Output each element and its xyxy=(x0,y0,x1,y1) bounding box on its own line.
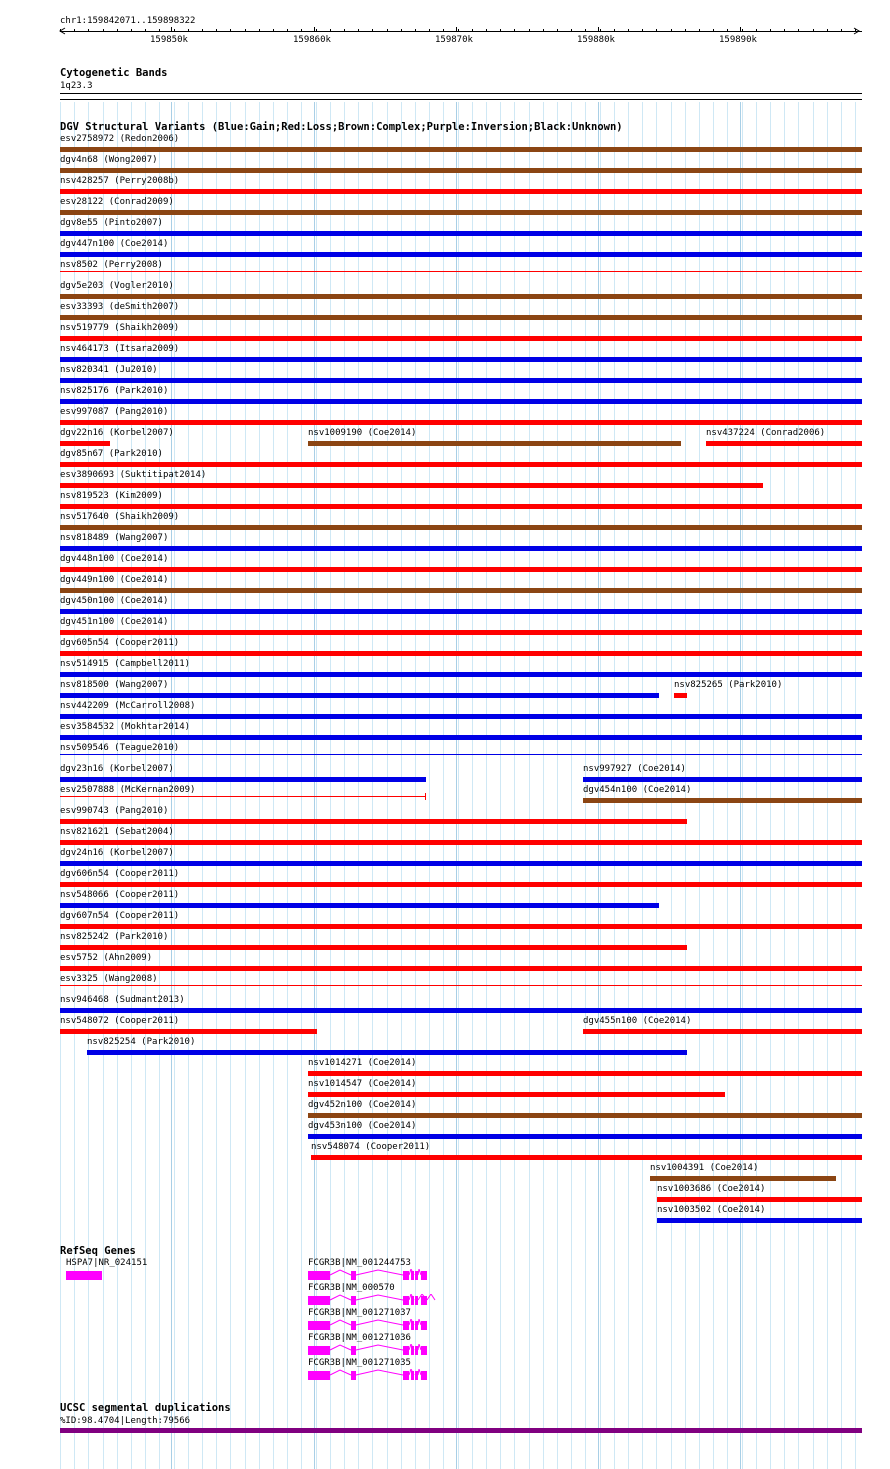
variant-bar[interactable] xyxy=(60,147,862,152)
gene-model[interactable] xyxy=(308,1369,448,1383)
ruler-minor-tick xyxy=(514,29,515,32)
ruler-minor-tick xyxy=(500,29,501,32)
variant-bar[interactable] xyxy=(60,1029,317,1034)
variant-label: nsv818500 (Wang2007) xyxy=(60,680,169,690)
gene-model[interactable] xyxy=(308,1269,448,1283)
variant-label: nsv825242 (Park2010) xyxy=(60,932,169,942)
variant-label: esv2507888 (McKernan2009) xyxy=(60,785,196,795)
variant-bar[interactable] xyxy=(583,777,862,782)
ruler-minor-tick xyxy=(358,29,359,32)
variant-bar[interactable] xyxy=(308,1071,862,1076)
cytoband-line-top xyxy=(60,93,862,94)
variant-label: esv3325 (Wang2008) xyxy=(60,974,158,984)
variant-bar[interactable] xyxy=(60,945,687,950)
variant-label: dgv606n54 (Cooper2011) xyxy=(60,869,180,879)
ruler-minor-tick xyxy=(770,29,771,32)
variant-label: dgv452n100 (Coe2014) xyxy=(308,1100,417,1110)
ruler-minor-tick xyxy=(614,29,615,32)
variant-bar[interactable] xyxy=(60,924,862,929)
gene-label: FCGR3B|NM_000570 xyxy=(308,1283,395,1293)
variant-label: dgv8e55 (Pinto2007) xyxy=(60,218,163,228)
variant-label: nsv548072 (Cooper2011) xyxy=(60,1016,180,1026)
variant-bar[interactable] xyxy=(650,1176,836,1181)
variant-label: esv5752 (Ahn2009) xyxy=(60,953,153,963)
variant-label: dgv455n100 (Coe2014) xyxy=(583,1016,692,1026)
ruler-minor-tick xyxy=(216,29,217,32)
variant-bar[interactable] xyxy=(60,399,862,404)
variant-bar[interactable] xyxy=(60,861,862,866)
variant-label: esv28122 (Conrad2009) xyxy=(60,197,174,207)
gene-label: FCGR3B|NM_001271037 xyxy=(308,1308,411,1318)
ruler-minor-tick xyxy=(529,29,530,32)
ruler-minor-tick xyxy=(713,29,714,32)
variant-label: dgv85n67 (Park2010) xyxy=(60,449,163,459)
variant-bar[interactable] xyxy=(60,315,862,320)
variant-label: nsv437224 (Conrad2006) xyxy=(706,428,826,438)
variant-label: nsv514915 (Campbell2011) xyxy=(60,659,191,669)
variant-bar[interactable] xyxy=(60,231,862,236)
variant-label: nsv8502 (Perry2008) xyxy=(60,260,163,270)
variant-bar[interactable] xyxy=(60,252,862,257)
variant-label: esv33393 (deSmith2007) xyxy=(60,302,180,312)
ruler-minor-tick xyxy=(273,29,274,32)
variant-label: nsv825176 (Park2010) xyxy=(60,386,169,396)
refseq-title: RefSeq Genes xyxy=(60,1245,136,1257)
variant-label: dgv4n68 (Wong2007) xyxy=(60,155,158,165)
variant-bar[interactable] xyxy=(60,504,862,509)
ruler-minor-tick xyxy=(131,29,132,32)
ruler-minor-tick xyxy=(756,29,757,32)
segdup-feature[interactable] xyxy=(60,1428,862,1433)
variant-label: dgv447n100 (Coe2014) xyxy=(60,239,169,249)
variant-bar[interactable] xyxy=(60,966,862,971)
variant-bar[interactable] xyxy=(583,1029,862,1034)
cytoband-label: 1q23.3 xyxy=(60,81,93,91)
ruler-minor-tick xyxy=(316,29,317,32)
ruler-minor-tick xyxy=(387,29,388,32)
variant-label: esv997087 (Pang2010) xyxy=(60,407,169,417)
variant-label: dgv448n100 (Coe2014) xyxy=(60,554,169,564)
variant-bar[interactable] xyxy=(308,1113,862,1118)
ruler-minor-tick xyxy=(174,29,175,32)
ruler-minor-tick xyxy=(727,29,728,32)
ruler-minor-tick xyxy=(685,29,686,32)
variant-label: nsv820341 (Ju2010) xyxy=(60,365,158,375)
variant-bar[interactable] xyxy=(60,985,862,986)
variant-label: nsv509546 (Teague2010) xyxy=(60,743,180,753)
variant-bar[interactable] xyxy=(60,777,426,782)
variant-bar[interactable] xyxy=(60,210,862,215)
gene-model[interactable] xyxy=(308,1294,448,1308)
ruler-tick-mark xyxy=(598,27,599,32)
variant-label: nsv464173 (Itsara2009) xyxy=(60,344,180,354)
ruler-minor-tick xyxy=(60,29,61,32)
cytoband-line-bottom xyxy=(60,99,862,100)
ruler-minor-tick xyxy=(784,29,785,32)
ruler-minor-tick xyxy=(443,29,444,32)
variant-label: dgv5e203 (Vogler2010) xyxy=(60,281,174,291)
variant-label: nsv1014547 (Coe2014) xyxy=(308,1079,417,1089)
ruler-minor-tick xyxy=(429,29,430,32)
ruler-minor-tick xyxy=(600,29,601,32)
variant-label: dgv605n54 (Cooper2011) xyxy=(60,638,180,648)
gene-model[interactable] xyxy=(308,1319,448,1333)
ruler-minor-tick xyxy=(472,29,473,32)
ruler-minor-tick xyxy=(145,29,146,32)
variant-bar[interactable] xyxy=(657,1197,862,1202)
variant-bar[interactable] xyxy=(60,754,862,755)
variant-bar[interactable] xyxy=(308,1092,725,1097)
variant-bar[interactable] xyxy=(60,840,862,845)
ruler-minor-tick xyxy=(330,29,331,32)
ruler-minor-tick xyxy=(159,29,160,32)
variant-label: dgv23n16 (Korbel2007) xyxy=(60,764,174,774)
variant-label: nsv1004391 (Coe2014) xyxy=(650,1163,759,1173)
ruler-minor-tick xyxy=(245,29,246,32)
variant-bar[interactable] xyxy=(60,336,862,341)
variant-label: nsv1003502 (Coe2014) xyxy=(657,1205,766,1215)
variant-bar[interactable] xyxy=(60,567,862,572)
ruler-minor-tick xyxy=(742,29,743,32)
variant-bar[interactable] xyxy=(60,294,862,299)
variant-bar[interactable] xyxy=(60,672,862,677)
ruler-tick-mark xyxy=(314,27,315,32)
variant-label: dgv450n100 (Coe2014) xyxy=(60,596,169,606)
variant-bar[interactable] xyxy=(60,420,862,425)
variant-bar[interactable] xyxy=(706,441,862,446)
variant-label: dgv24n16 (Korbel2007) xyxy=(60,848,174,858)
ruler-minor-tick xyxy=(74,29,75,32)
variant-label: nsv997927 (Coe2014) xyxy=(583,764,686,774)
variant-bar[interactable] xyxy=(60,271,862,272)
ruler-minor-tick xyxy=(642,29,643,32)
variant-label: esv3890693 (Suktitipat2014) xyxy=(60,470,207,480)
ruler-minor-tick xyxy=(188,29,189,32)
variant-bar[interactable] xyxy=(674,693,687,698)
ruler-tick-label: 159890k xyxy=(719,35,757,45)
variant-bar[interactable] xyxy=(60,168,862,173)
variant-bar[interactable] xyxy=(87,1050,687,1055)
variant-bar[interactable] xyxy=(308,441,681,446)
ruler-minor-tick xyxy=(543,29,544,32)
variant-bar[interactable] xyxy=(60,693,659,698)
ruler-minor-tick xyxy=(841,29,842,32)
variant-label: esv3584532 (Mokhtar2014) xyxy=(60,722,191,732)
variant-bar[interactable] xyxy=(60,796,426,797)
ruler-minor-tick xyxy=(344,29,345,32)
variant-label: nsv519779 (Shaikh2009) xyxy=(60,323,180,333)
ruler-minor-tick xyxy=(259,29,260,32)
variant-label: nsv548074 (Cooper2011) xyxy=(311,1142,431,1152)
ruler-minor-tick xyxy=(486,29,487,32)
variant-label: esv990743 (Pang2010) xyxy=(60,806,169,816)
variant-label: esv2758972 (Redon2006) xyxy=(60,134,180,144)
variant-label: nsv821621 (Sebat2004) xyxy=(60,827,174,837)
variant-bar[interactable] xyxy=(583,798,862,803)
variant-bar[interactable] xyxy=(60,546,862,551)
variant-bar[interactable] xyxy=(60,819,687,824)
variant-end-cap xyxy=(425,793,426,800)
ruler-minor-tick xyxy=(202,29,203,32)
ruler-minor-tick xyxy=(287,29,288,32)
variant-label: nsv1009190 (Coe2014) xyxy=(308,428,417,438)
gene-model[interactable] xyxy=(66,1269,206,1283)
ruler-minor-tick xyxy=(671,29,672,32)
variant-bar[interactable] xyxy=(60,378,862,383)
variant-bar[interactable] xyxy=(311,1155,862,1160)
variant-label: nsv428257 (Perry2008b) xyxy=(60,176,180,186)
variant-bar[interactable] xyxy=(60,588,862,593)
ruler-minor-tick xyxy=(855,29,856,32)
variant-bar[interactable] xyxy=(60,357,862,362)
variant-label: nsv1014271 (Coe2014) xyxy=(308,1058,417,1068)
variant-label: nsv818489 (Wang2007) xyxy=(60,533,169,543)
variant-bar[interactable] xyxy=(60,483,763,488)
variant-bar[interactable] xyxy=(60,903,659,908)
ruler-minor-tick xyxy=(813,29,814,32)
variant-label: nsv548066 (Cooper2011) xyxy=(60,890,180,900)
ruler-tick-mark xyxy=(456,27,457,32)
ruler-tick-mark xyxy=(740,27,741,32)
segdup-title: UCSC segmental duplications xyxy=(60,1402,231,1414)
variant-bar[interactable] xyxy=(60,651,862,656)
ruler-minor-tick xyxy=(415,29,416,32)
ruler-minor-tick xyxy=(117,29,118,32)
ruler-minor-tick xyxy=(699,29,700,32)
variant-bar[interactable] xyxy=(60,525,862,530)
ruler-tick-mark xyxy=(171,27,172,32)
cytoband-title: Cytogenetic Bands xyxy=(60,67,168,79)
dgv-title: DGV Structural Variants (Blue:Gain;Red:Loss;Brown:Complex;Purple:Inversion;Black:Unknown) xyxy=(60,121,623,133)
variant-label: nsv1003686 (Coe2014) xyxy=(657,1184,766,1194)
variant-bar[interactable] xyxy=(60,714,862,719)
variant-bar[interactable] xyxy=(60,630,862,635)
ruler-minor-tick xyxy=(571,29,572,32)
ruler-minor-tick xyxy=(301,29,302,32)
ruler-minor-tick xyxy=(372,29,373,32)
gene-label: FCGR3B|NM_001271036 xyxy=(308,1333,411,1343)
variant-label: dgv449n100 (Coe2014) xyxy=(60,575,169,585)
gene-label: FCGR3B|NM_001271035 xyxy=(308,1358,411,1368)
ruler-minor-tick xyxy=(656,29,657,32)
variant-label: nsv825254 (Park2010) xyxy=(87,1037,196,1047)
ruler-minor-tick xyxy=(827,29,828,32)
variant-label: dgv22n16 (Korbel2007) xyxy=(60,428,174,438)
variant-label: nsv825265 (Park2010) xyxy=(674,680,783,690)
ruler-minor-tick xyxy=(230,29,231,32)
variant-bar[interactable] xyxy=(60,735,862,740)
ruler-tick-label: 159870k xyxy=(435,35,473,45)
variant-bar[interactable] xyxy=(308,1134,862,1139)
ruler-minor-tick xyxy=(88,29,89,32)
ruler-tick-label: 159880k xyxy=(577,35,615,45)
variant-label: dgv454n100 (Coe2014) xyxy=(583,785,692,795)
variant-label: dgv453n100 (Coe2014) xyxy=(308,1121,417,1131)
ruler-minor-tick xyxy=(798,29,799,32)
position-label: chr1:159842071..159898322 xyxy=(60,16,196,26)
ruler-tick-label: 159850k xyxy=(150,35,188,45)
segdup-label: %ID:98.4704|Length:79566 xyxy=(60,1416,191,1426)
variant-label: nsv946468 (Sudmant2013) xyxy=(60,995,185,1005)
variant-bar[interactable] xyxy=(60,1008,862,1013)
variant-bar[interactable] xyxy=(60,882,862,887)
variant-bar[interactable] xyxy=(60,189,862,194)
ruler-minor-tick xyxy=(103,29,104,32)
variant-bar[interactable] xyxy=(60,441,110,446)
gene-label: HSPA7|NR_024151 xyxy=(66,1258,148,1268)
ruler-minor-tick xyxy=(557,29,558,32)
ruler-tick-label: 159860k xyxy=(293,35,331,45)
variant-bar[interactable] xyxy=(60,462,862,467)
gene-model[interactable] xyxy=(308,1344,448,1358)
gene-label: FCGR3B|NM_001244753 xyxy=(308,1258,411,1268)
ruler-minor-tick xyxy=(401,29,402,32)
variant-label: dgv451n100 (Coe2014) xyxy=(60,617,169,627)
variant-label: dgv607n54 (Cooper2011) xyxy=(60,911,180,921)
variant-label: nsv517640 (Shaikh2009) xyxy=(60,512,180,522)
variant-bar[interactable] xyxy=(657,1218,862,1223)
variant-label: nsv442209 (McCarroll2008) xyxy=(60,701,196,711)
variant-bar[interactable] xyxy=(60,609,862,614)
ruler-minor-tick xyxy=(585,29,586,32)
variant-label: nsv819523 (Kim2009) xyxy=(60,491,163,501)
ruler-minor-tick xyxy=(458,29,459,32)
ruler-minor-tick xyxy=(628,29,629,32)
